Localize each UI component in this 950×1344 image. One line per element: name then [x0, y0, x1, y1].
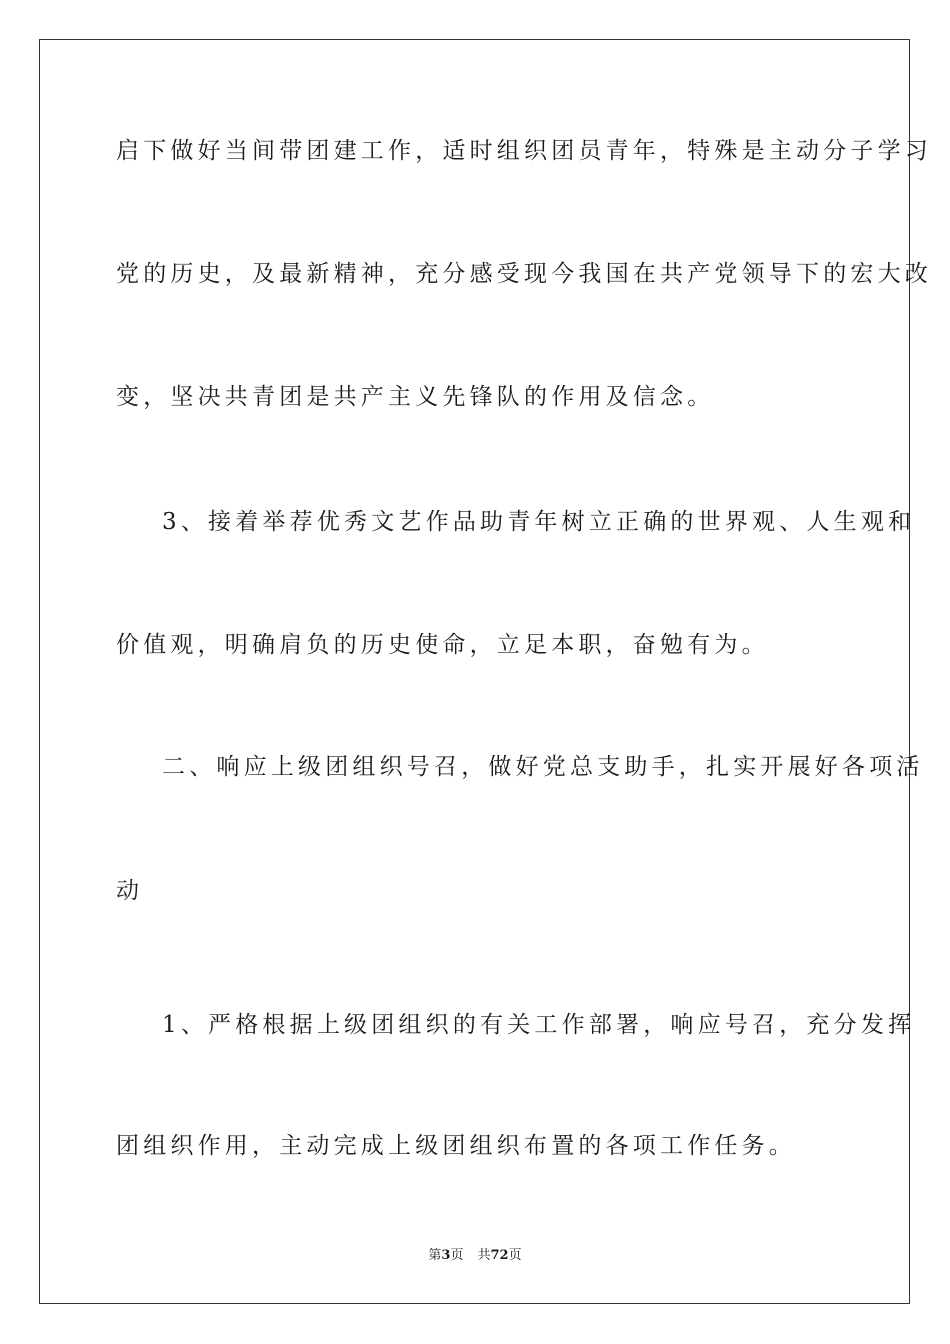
- paragraph-line: 启下做好当间带团建工作，适时组织团员青年，特殊是主动分子学习: [116, 138, 932, 164]
- page-prefix: 第: [428, 1248, 442, 1263]
- page-border: [39, 39, 932, 1304]
- page-number: 3: [441, 1248, 451, 1263]
- paragraph-line: 变，坚决共青团是共产主义先锋队的作用及信念。: [116, 384, 715, 410]
- paragraph-line: 价值观，明确肩负的历史使命，立足本职，奋勉有为。: [116, 632, 769, 658]
- paragraph-line: 党的历史，及最新精神，充分感受现今我国在共产党领导下的宏大改: [116, 261, 932, 287]
- section-heading-line: 动: [116, 878, 144, 904]
- paragraph-line: 3、接着举荐优秀文艺作品助青年树立正确的世界观、人生观和: [162, 509, 916, 535]
- paragraph-line: 1、严格根据上级团组织的有关工作部署，响应号召，充分发挥: [162, 1012, 916, 1038]
- total-pages: 72: [490, 1248, 509, 1263]
- total-suffix: 页: [508, 1248, 522, 1263]
- page-suffix: 页: [450, 1248, 464, 1263]
- page-footer: [0, 1247, 950, 1265]
- paragraph-line: 团组织作用，主动完成上级团组织布置的各项工作任务。: [116, 1133, 796, 1159]
- section-heading-line: 二、响应上级团组织号召，做好党总支助手，扎实开展好各项活: [162, 754, 924, 780]
- total-prefix: 共: [477, 1248, 491, 1263]
